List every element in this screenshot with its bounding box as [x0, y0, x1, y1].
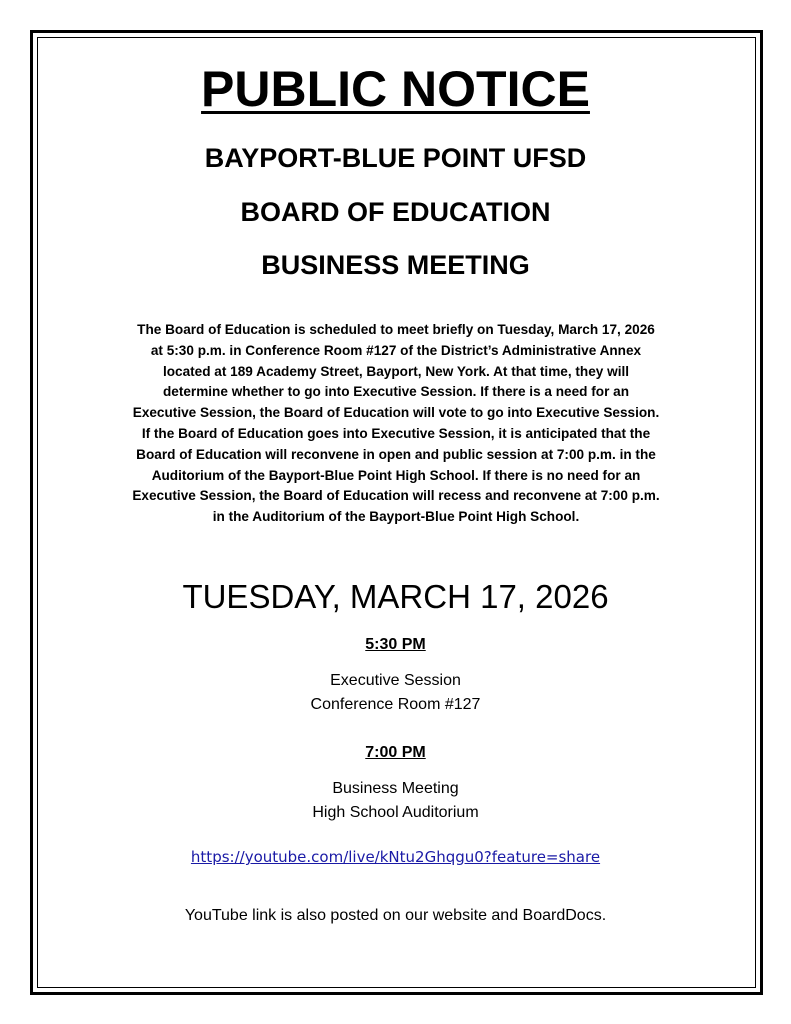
body-line: The Board of Education is scheduled to meet briefly on Tuesday, March 17, 2026 [137, 322, 655, 337]
body-line: determine whether to go into Executive Session. If there is a need for an [162, 384, 630, 400]
body-line: located at 189 Academy Street, Bayport, New York. At that time, they will [162, 363, 630, 379]
session-name: Executive Session [330, 672, 461, 689]
session-location: High School Auditorium [312, 804, 479, 821]
session-name: Business Meeting [332, 780, 459, 797]
body-line: at 5:30 p.m. in Conference Room #127 of the District’s Administrative Annex [150, 342, 642, 358]
body-line: Executive Session, the Board of Education will recess and reconvene at 7:00 p.m. [132, 488, 660, 504]
body-line: Auditorium of the Bayport-Blue Point High School. If there is no need for an [151, 467, 641, 483]
notice-title: PUBLIC NOTICE [201, 61, 590, 117]
body-line: Board of Education will reconvene in open and public session at 7:00 p.m. in the [136, 446, 656, 462]
session-time: 5:30 PM [365, 636, 426, 653]
session-time: 7:00 PM [365, 744, 426, 761]
district-name: BAYPORT-BLUE POINT UFSD [204, 143, 587, 173]
body-line: If the Board of Education goes into Executive Session, it is anticipated that the [141, 425, 651, 441]
youtube-link[interactable]: https://youtube.com/live/kNtu2Ghqgu0?feature=share [190, 848, 601, 866]
meeting-date: TUESDAY, MARCH 17, 2026 [182, 578, 609, 615]
body-line: Executive Session, the Board of Education will vote to go into Executive Session. [132, 405, 660, 421]
notice-body [86, 320, 706, 528]
board-name: BOARD OF EDUCATION [240, 197, 551, 227]
body-line: in the Auditorium of the Bayport-Blue Point High School. [212, 509, 580, 525]
session-location: Conference Room #127 [310, 696, 481, 713]
meeting-type: BUSINESS MEETING [261, 250, 530, 280]
footer-note: YouTube link is also posted on our website and BoardDocs. [184, 907, 607, 924]
